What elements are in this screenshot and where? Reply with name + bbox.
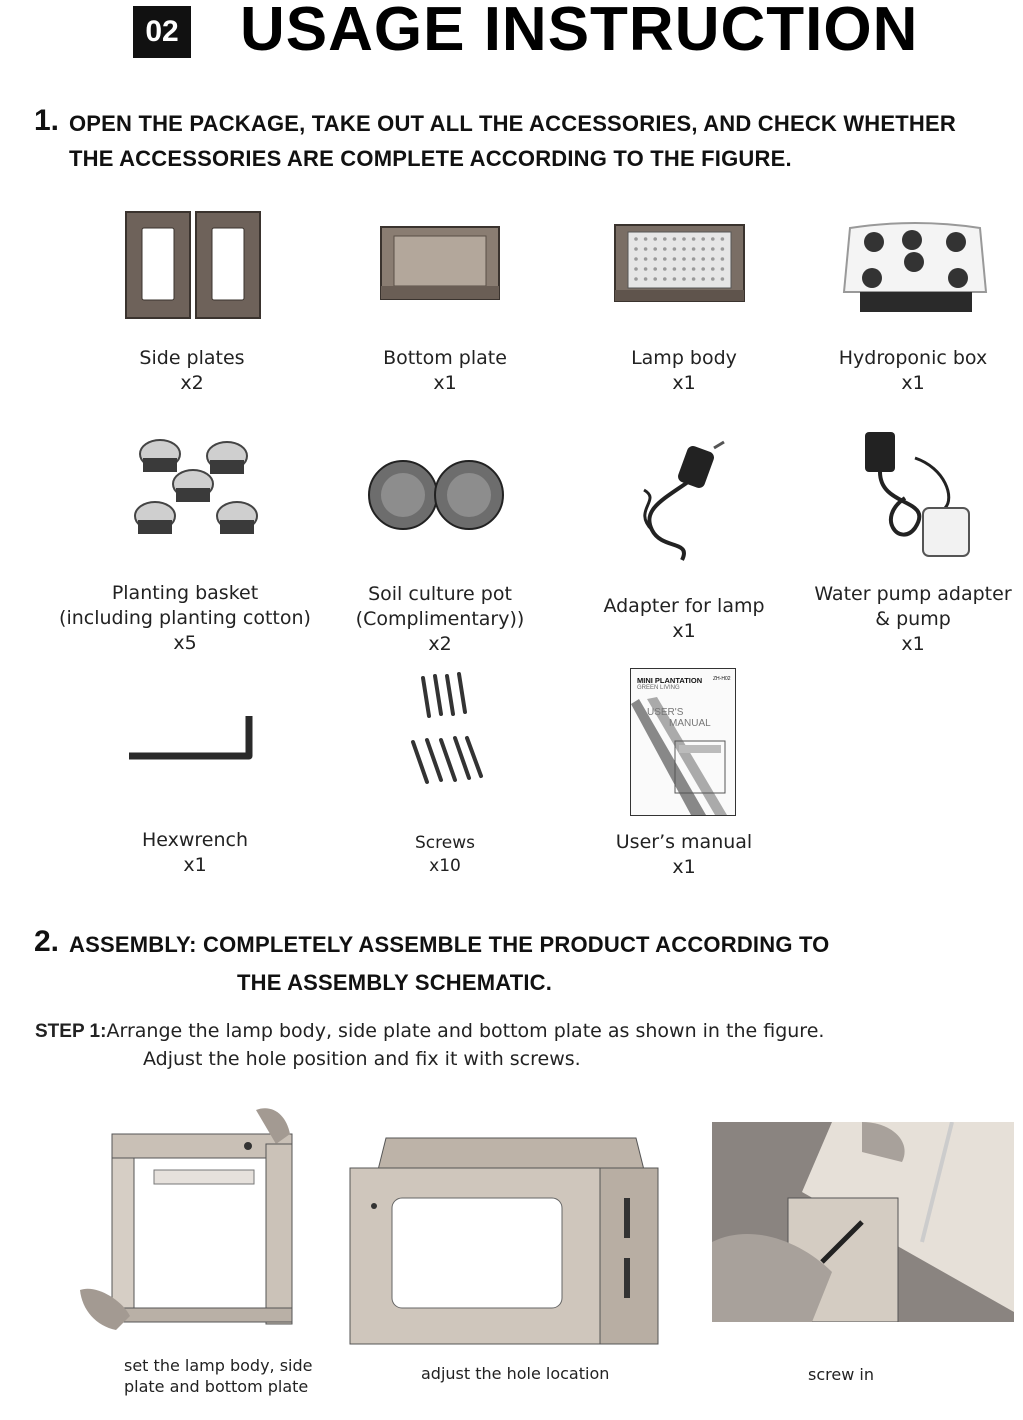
lamp-adapter-icon — [632, 440, 732, 565]
hex-wrench-icon — [125, 712, 260, 768]
section-2-number: 2. — [34, 925, 60, 958]
accessory-caption: Lamp body x1 — [631, 347, 737, 394]
accessory-caption: Hexwrench x1 — [141, 829, 249, 876]
assembly-photo-screw — [712, 1122, 1014, 1322]
accessory-caption: Side plates x2 — [139, 347, 245, 394]
accessory-caption: User’s manual x1 — [615, 831, 753, 878]
accessory-caption: Bottom plate x1 — [383, 347, 507, 394]
screws-icon — [405, 670, 485, 790]
photo-caption-screw: screw in — [808, 1365, 874, 1384]
step-1-line-1: STEP 1:Arrange the lamp body, side plate and bottom plate as shown in the figure. — [35, 1020, 825, 1042]
side-plates-icon — [120, 208, 270, 323]
soil-pot-icon — [365, 455, 510, 535]
section-2-line-2: THE ASSEMBLY SCHEMATIC. — [237, 970, 553, 995]
step-1-line-2: Adjust the hole position and fix it with screws. — [143, 1048, 581, 1070]
step-label: STEP 1: — [35, 1021, 107, 1042]
accessory-caption: Screws x10 — [415, 833, 475, 876]
accessory-caption: Adapter for lamp x1 — [603, 595, 765, 642]
hydroponic-box-icon — [840, 218, 990, 314]
bottom-plate-icon — [378, 222, 502, 302]
accessory-caption: Planting basket (including planting cotton) x5 — [59, 582, 311, 654]
planting-basket-icon — [125, 432, 270, 552]
accessory-caption: Soil culture pot (Complimentary)) x2 — [355, 583, 525, 655]
accessory-caption: Hydroponic box x1 — [838, 347, 988, 394]
section-1-line-1: OPEN THE PACKAGE, TAKE OUT ALL THE ACCESSORIES, AND CHECK WHETHER — [69, 111, 956, 136]
lamp-body-icon — [612, 222, 747, 304]
section-badge: 02 — [133, 6, 191, 58]
water-pump-icon — [855, 428, 975, 563]
section-2-line-1: ASSEMBLY: COMPLETELY ASSEMBLE THE PRODUCT ACCORDING TO — [69, 932, 830, 957]
page-title: USAGE INSTRUCTION — [240, 0, 919, 64]
assembly-photo-arrange — [76, 1104, 306, 1344]
section-1-number: 1. — [34, 104, 60, 137]
user-manual-icon: MINI PLANTATION GREEN LIVING ZH-H02 USER'S MANUAL — [630, 668, 736, 816]
section-1-line-2: THE ACCESSORIES ARE COMPLETE ACCORDING TO THE FIGURE. — [69, 146, 792, 171]
accessory-caption: Water pump adapter & pump x1 — [814, 583, 1012, 655]
photo-caption-arrange: set the lamp body, side plate and bottom plate — [124, 1356, 313, 1396]
photo-caption-adjust: adjust the hole location — [421, 1364, 610, 1383]
assembly-photo-adjust — [346, 1128, 662, 1348]
